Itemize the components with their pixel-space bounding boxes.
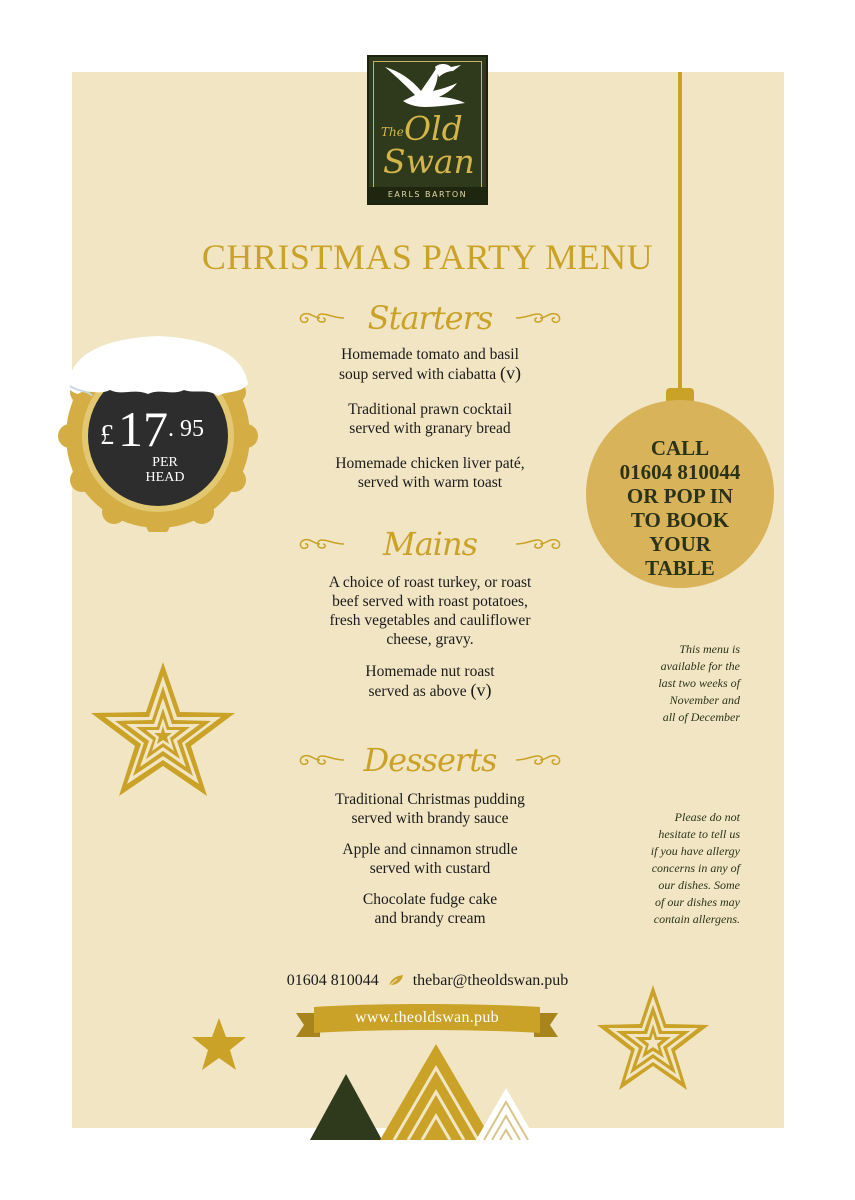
note-line: if you have allergy	[650, 844, 740, 858]
contact-phone[interactable]: 01604 810044	[286, 972, 379, 989]
menu-item-line: fresh vegetables and cauliflower	[329, 612, 531, 629]
swan-icon	[377, 61, 477, 115]
price-head: HEAD	[145, 470, 185, 485]
menu-item-line: Chocolate fudge cake	[362, 891, 498, 908]
menu-item-line: Homemade chicken liver paté,	[335, 455, 525, 472]
menu-item	[270, 890, 590, 928]
availability-note	[600, 641, 740, 726]
christmas-trees-decoration	[300, 1040, 550, 1140]
menu-item-line: Homemade tomato and basil	[341, 346, 519, 363]
logo-location: EARLS BARTON	[369, 187, 486, 203]
logo-word-the: The	[381, 125, 404, 139]
menu-item	[270, 840, 590, 878]
booking-line: CALL	[650, 436, 710, 460]
booking-line: OR POP IN	[626, 484, 734, 508]
desserts-heading-text: Desserts	[363, 741, 497, 779]
flourish-right-icon	[514, 536, 564, 552]
leaf-icon	[387, 974, 405, 988]
price-pounds: 17	[118, 401, 168, 457]
booking-line: TO BOOK	[630, 508, 730, 532]
flourish-right-icon	[514, 752, 564, 768]
menu-item-line: cheese, gravy.	[386, 631, 474, 648]
desserts-heading	[280, 738, 580, 782]
flourish-left-icon	[296, 752, 346, 768]
menu-item-line: soup served with ciabatta	[339, 366, 497, 383]
menu-item	[270, 400, 590, 438]
menu-item-line: Traditional Christmas pudding	[335, 791, 525, 808]
note-line: of our dishes may	[655, 895, 740, 909]
menu-item	[270, 662, 590, 701]
menu-item	[270, 573, 590, 649]
menu-item-line: Traditional prawn cocktail	[348, 401, 512, 418]
mains-heading-text: Mains	[382, 525, 478, 563]
price-currency: £	[100, 420, 114, 451]
note-line: concerns in any of	[651, 861, 740, 875]
menu-item-line: Apple and cinnamon strudle	[342, 841, 518, 858]
website-ribbon[interactable]	[296, 1003, 558, 1043]
booking-line: YOUR	[649, 532, 711, 556]
bauble-string	[678, 72, 682, 392]
contact-line	[190, 972, 665, 990]
note-line: our dishes. Some	[658, 878, 740, 892]
flourish-left-icon	[296, 536, 346, 552]
contact-email[interactable]: thebar@theoldswan.pub	[412, 972, 569, 989]
logo-word-old: Old	[404, 109, 463, 148]
star-decoration-small	[190, 1018, 248, 1074]
note-line: last two weeks of	[658, 676, 740, 690]
price-pence: . 95	[168, 416, 204, 442]
note-line: available for the	[660, 659, 740, 673]
starters-heading	[280, 296, 580, 340]
menu-item	[270, 345, 590, 384]
page-title: CHRISTMAS PARTY MENU	[201, 237, 654, 277]
note-line: Please do not	[674, 810, 740, 824]
menu-item	[270, 790, 590, 828]
flourish-left-icon	[296, 310, 346, 326]
vegetarian-marker: (v)	[499, 363, 521, 383]
note-line: November and	[669, 693, 740, 707]
old-swan-logo	[367, 55, 488, 205]
price-per: PER	[152, 455, 178, 470]
star-decoration-large-left	[86, 662, 240, 810]
menu-item-line: served as above	[368, 683, 467, 700]
menu-item-line: A choice of roast turkey, or roast	[328, 574, 532, 591]
allergy-note	[590, 809, 740, 928]
booking-callout	[590, 436, 770, 580]
logo-word-swan: Swan	[383, 142, 475, 181]
menu-item	[270, 454, 590, 492]
menu-item-line: beef served with roast potatoes,	[332, 593, 528, 610]
note-line: This menu is	[679, 642, 740, 656]
snow-cap-icon	[68, 336, 248, 396]
starters-heading-text: Starters	[367, 299, 493, 337]
website-link[interactable]: www.theoldswan.pub	[355, 1009, 499, 1026]
note-line: all of December	[662, 710, 740, 724]
mains-heading	[280, 522, 580, 566]
booking-line: TABLE	[645, 556, 715, 580]
star-decoration-large-right	[592, 985, 714, 1101]
vegetarian-marker: (v)	[470, 680, 492, 700]
menu-item-line: served with warm toast	[357, 474, 503, 491]
menu-item-line: served with granary bread	[349, 420, 511, 437]
menu-item-line: Homemade nut roast	[365, 663, 495, 680]
note-line: hesitate to tell us	[658, 827, 740, 841]
price-unit	[140, 455, 190, 485]
booking-phone: 01604 810044	[619, 460, 741, 484]
menu-item-line: and brandy cream	[374, 910, 486, 927]
menu-item-line: served with brandy sauce	[351, 810, 509, 827]
note-line: contain allergens.	[653, 912, 740, 926]
menu-item-line: served with custard	[369, 860, 491, 877]
flourish-right-icon	[514, 310, 564, 326]
